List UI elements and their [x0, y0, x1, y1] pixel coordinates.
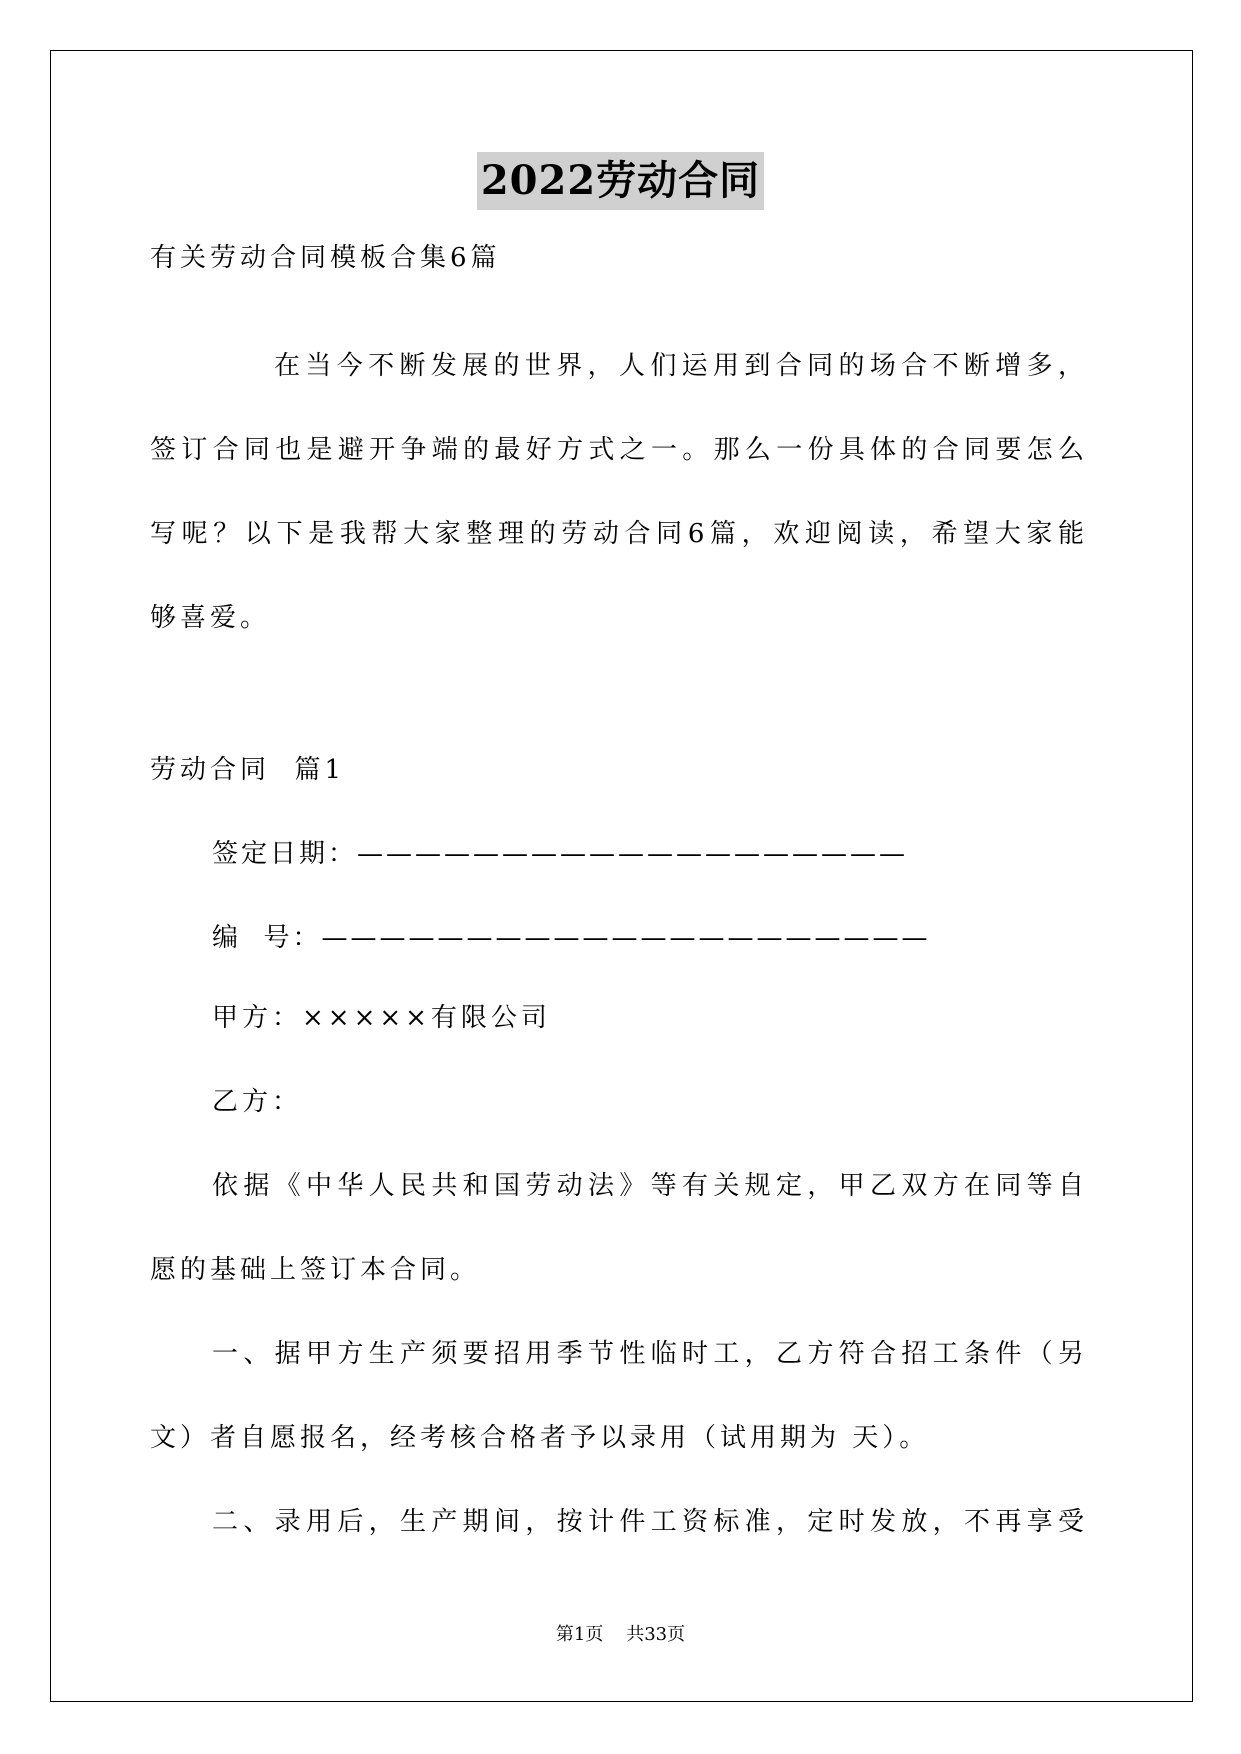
sign-date-field: 签定日期：———————————————————: [212, 839, 909, 869]
body-line: 愿的基础上签订本合同。: [150, 1255, 481, 1285]
intro-line: 签订合同也是避开争端的最好方式之一。那么一份具体的合同要怎么: [150, 435, 1084, 465]
intro-line: 在当今不断发展的世界，人们运用到合同的场合不断增多，: [274, 351, 1084, 381]
body-line: 一、据甲方生产须要招用季节性临时工，乙方符合招工条件（另: [212, 1339, 1084, 1369]
title-container: [0, 152, 1241, 210]
section-heading: 劳动合同 篇1: [150, 755, 346, 785]
document-title: 2022劳动合同: [477, 152, 764, 210]
intro-line: 写呢？以下是我帮大家整理的劳动合同6篇，欢迎阅读，希望大家能: [150, 519, 1084, 549]
contract-number-field: 编 号：—————————————————————: [212, 923, 931, 953]
page-number-footer: 第1页 共33页: [555, 1624, 686, 1645]
document-subtitle: 有关劳动合同模板合集6篇: [150, 243, 501, 273]
intro-line: 够喜爱。: [150, 603, 271, 633]
party-a-field: 甲方：×××××有限公司: [212, 1003, 551, 1033]
party-b-field: 乙方：: [212, 1087, 303, 1117]
body-line: 依据《中华人民共和国劳动法》等有关规定，甲乙双方在同等自: [212, 1171, 1084, 1201]
body-line: 文）者自愿报名，经考核合格者予以录用（试用期为 天）。: [150, 1423, 930, 1453]
body-line: 二、录用后，生产期间，按计件工资标准，定时发放，不再享受: [212, 1507, 1084, 1537]
